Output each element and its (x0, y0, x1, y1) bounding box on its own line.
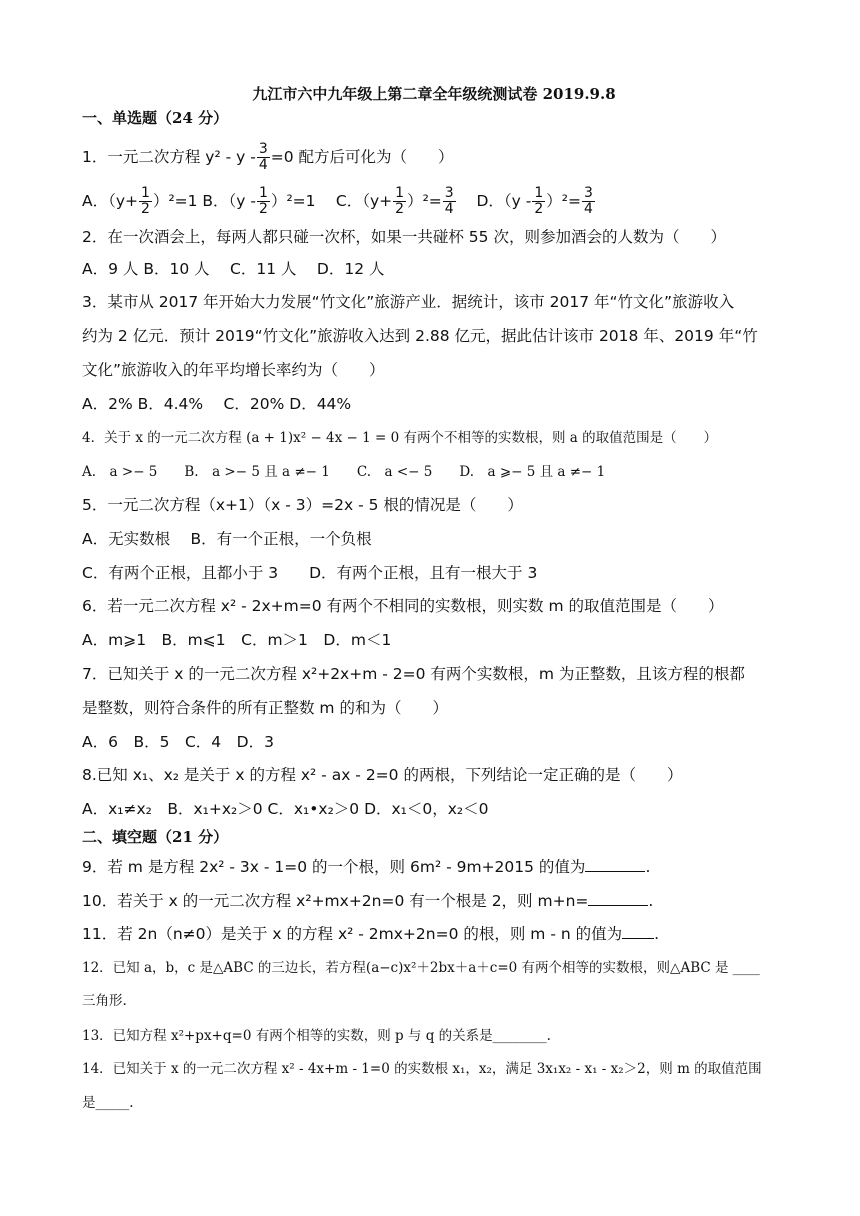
answer-blank (585, 857, 645, 872)
question-3-line-2: 约为 2 亿元．预计 2019“竹文化”旅游收入达到 2.88 亿元，据此估计该市 2018 年、2019 年“竹 (82, 327, 758, 345)
question-11 (82, 924, 820, 944)
q1-opt-d-frac2-num: 3 (583, 185, 593, 201)
q1-opt-d-frac2 (582, 186, 595, 217)
question-3-options: A．2% B．4.4% C．20% D．44% (82, 395, 352, 413)
q1-frac-num: 3 (258, 141, 268, 157)
q1-opt-d-mid: ）²= (546, 192, 581, 210)
q1-opt-b: ）²=1 B．（y - (152, 192, 257, 210)
question-3-line-3: 文化”旅游收入的年平均增长率约为（ ） (82, 361, 385, 379)
page-title: 九江市六中九年级上第二章全年级统测试卷 2019.9.8 (252, 85, 616, 103)
question-3-line-1: 3．某市从 2017 年开始大力发展“竹文化”旅游产业．据统计，该市 2017 年“竹文化”旅游收入 (82, 293, 735, 311)
q1-opt-a-frac (139, 186, 152, 217)
question-7-line-2: 是整数，则符合条件的所有正整数 m 的和为（ ） (82, 699, 448, 717)
question-4-stem: 4．关于 x 的一元二次方程 (a + 1)x² − 4x − 1 = 0 有两个不相等的实数根，则 a 的取值范围是（ ） (82, 430, 718, 446)
q1-opt-d-frac2-den: 4 (583, 201, 593, 217)
question-11-stem: 11．若 2n（n≠0）是关于 x 的方程 x² - 2mx+2n=0 的根，则 m - n 的值为 (82, 925, 623, 943)
q1-opt-d-frac-den: 2 (534, 201, 544, 217)
answer-blank (622, 924, 654, 939)
question-10-stem: 10．若关于 x 的一元二次方程 x²+mx+2n=0 有一个根是 2，则 m+n= (82, 892, 589, 910)
q1-text-pre: 1．一元二次方程 y² - y - (82, 148, 256, 166)
question-14-line-1: 14．已知关于 x 的一元二次方程 x² - 4x+m - 1=0 的实数根 x₁，x₂，满足 3x₁x₂ - x₁ - x₂＞2，则 m 的取值范围 (82, 1061, 762, 1077)
q1-opt-c-mid: ）²= (407, 192, 442, 210)
section-heading-fill-blank: 二、填空题（21 分） (82, 828, 229, 846)
question-6-stem: 6．若一元二次方程 x² - 2x+m=0 有两个不相同的实数根，则实数 m 的取值范围是（ ） (82, 597, 724, 615)
q1-opt-d-frac (532, 186, 545, 217)
question-6-options: A．m⩾1 B．m⩽1 C．m＞1 D．m＜1 (82, 631, 392, 649)
answer-blank (588, 891, 648, 906)
section-heading-single-choice: 一、单选题（24 分） (82, 109, 229, 127)
question-5-options-ab: A．无实数根 B．有一个正根，一个负根 (82, 530, 372, 548)
question-7-line-1: 7．已知关于 x 的一元二次方程 x²+2x+m - 2=0 有两个实数根，m 为正整数，且该方程的根都 (82, 665, 745, 683)
question-12-line-1: 12．已知 a，b，c 是△ABC 的三边长，若方程(a−c)x²＋2bx＋a＋c=0 有两个相等的实数根，则△ABC 是 ____ (82, 960, 760, 976)
question-9 (82, 857, 820, 877)
q1-opt-c-frac-num: 1 (395, 185, 405, 201)
question-8-stem: 8.已知 x₁、x₂ 是关于 x 的方程 x² - ax - 2=0 的两根，下列结论一定正确的是（ ） (82, 766, 683, 784)
q1-opt-c-frac2-den: 4 (444, 201, 454, 217)
q1-opt-c-frac2-num: 3 (444, 185, 454, 201)
q1-opt-a-frac-num: 1 (141, 185, 150, 201)
question-5-options-cd: C．有两个正根，且都小于 3 D．有两个正根，且有一根大于 3 (82, 564, 538, 582)
question-14-line-2: 是_____. (82, 1095, 134, 1111)
question-7-options: A．6 B．5 C．4 D．3 (82, 733, 274, 751)
q1-opt-c-frac2 (443, 186, 456, 217)
q1-opt-d-frac-num: 1 (534, 185, 544, 201)
q1-frac-den: 4 (258, 157, 268, 173)
q1-fraction (257, 142, 270, 173)
q1-opt-c: ）²=1 C．（y+ (270, 192, 393, 210)
q1-opt-c-frac (393, 186, 406, 217)
question-1-stem (82, 142, 820, 173)
question-9-stem: 9．若 m 是方程 2x² - 3x - 1=0 的一个根，则 6m² - 9m+2015 的值为 (82, 858, 586, 876)
question-10-end: . (648, 892, 654, 910)
question-8-options: A．x₁≠x₂ B．x₁+x₂＞0 C．x₁•x₂＞0 D．x₁＜0，x₂＜0 (82, 800, 489, 818)
q1-opt-b-frac-den: 2 (259, 201, 268, 217)
question-2-options: A．9 人 B．10 人 C．11 人 D．12 人 (82, 260, 385, 278)
q1-opt-a: A．（y+ (82, 192, 139, 210)
question-2-stem: 2．在一次酒会上，每两人都只碰一次杯，如果一共碰杯 55 次，则参加酒会的人数为（ ） (82, 228, 726, 246)
q1-opt-d: D．（y - (476, 192, 532, 210)
question-10 (82, 891, 820, 911)
question-11-end: . (654, 925, 660, 943)
q1-text-post: =0 配方后可化为（ ） (270, 148, 454, 166)
question-13-stem: 13．已知方程 x²+px+q=0 有两个相等的实数，则 p 与 q 的关系是________. (82, 1028, 551, 1044)
question-12-line-2: 三角形. (82, 993, 127, 1009)
q1-opt-b-frac-num: 1 (259, 185, 268, 201)
question-9-end: . (645, 858, 651, 876)
question-5-stem: 5．一元二次方程（x+1）（x - 3）=2x - 5 根的情况是（ ） (82, 496, 523, 514)
question-1-options (82, 186, 820, 217)
question-4-options: A. a >− 5 B. a >− 5 且 a ≠− 1 C. a <− 5 D. a ⩾− 5 且 a ≠− 1 (82, 464, 606, 480)
q1-opt-b-frac (257, 186, 270, 217)
q1-opt-c-frac-den: 2 (395, 201, 405, 217)
q1-opt-a-frac-den: 2 (141, 201, 150, 217)
